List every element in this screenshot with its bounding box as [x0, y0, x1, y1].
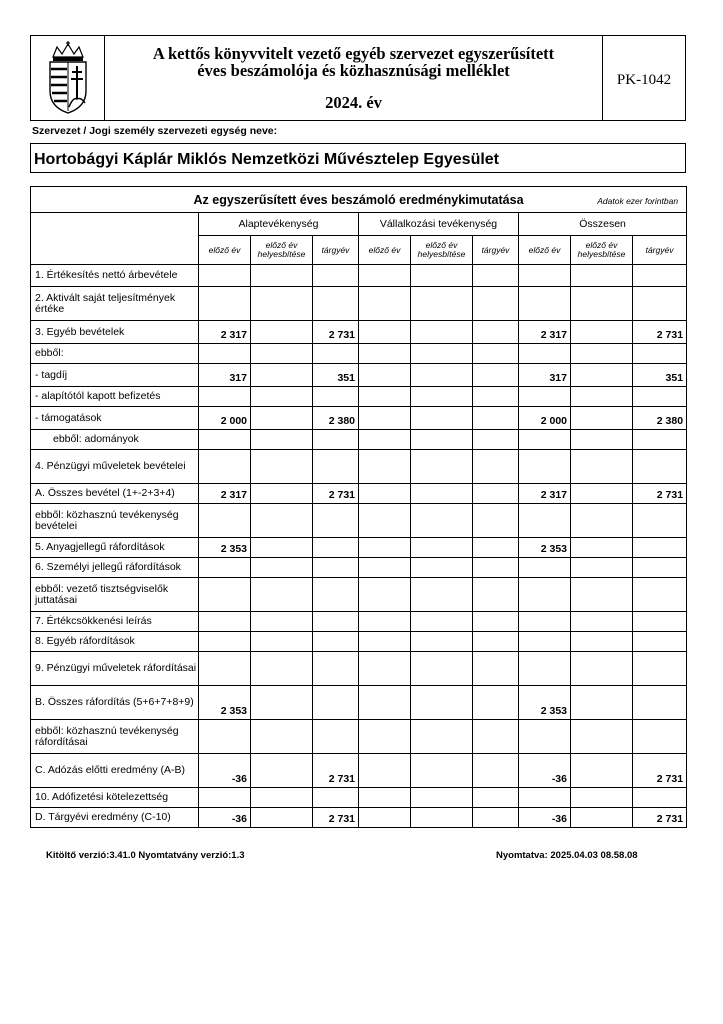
value-cell	[519, 344, 571, 364]
value-cell: 2 731	[633, 808, 687, 828]
value-cell	[411, 578, 473, 612]
row-label: - alapítótól kapott befizetés	[31, 387, 199, 407]
value-cell	[571, 612, 633, 632]
value-cell: 2 380	[313, 407, 359, 430]
value-cell	[411, 808, 473, 828]
value-cell	[633, 558, 687, 578]
value-cell	[411, 450, 473, 484]
row-label: ebből:	[31, 344, 199, 364]
value-cell: 2 380	[633, 407, 687, 430]
value-cell	[251, 387, 313, 407]
table-row	[31, 504, 687, 538]
sub-header: előző év	[359, 236, 411, 265]
table-row	[31, 686, 687, 720]
table-row	[31, 808, 687, 828]
value-cell	[519, 788, 571, 808]
value-cell	[633, 344, 687, 364]
group-header: Alaptevékenység	[199, 213, 359, 236]
value-cell	[519, 578, 571, 612]
value-cell	[571, 265, 633, 287]
sub-header: tárgyév	[473, 236, 519, 265]
value-cell	[251, 430, 313, 450]
value-cell	[571, 504, 633, 538]
value-cell	[313, 344, 359, 364]
value-cell	[359, 558, 411, 578]
value-cell	[473, 652, 519, 686]
value-cell	[313, 686, 359, 720]
row-label: D. Tárgyévi eredmény (C-10)	[31, 808, 199, 828]
value-cell	[359, 344, 411, 364]
value-cell	[411, 407, 473, 430]
value-cell	[473, 450, 519, 484]
value-cell	[633, 538, 687, 558]
value-cell	[313, 612, 359, 632]
value-cell	[313, 578, 359, 612]
value-cell	[359, 484, 411, 504]
table-row	[31, 612, 687, 632]
value-cell	[411, 265, 473, 287]
value-cell	[411, 430, 473, 450]
value-cell	[359, 407, 411, 430]
value-cell	[313, 287, 359, 321]
value-cell	[571, 632, 633, 652]
value-cell	[359, 321, 411, 344]
value-cell	[571, 287, 633, 321]
value-cell	[571, 652, 633, 686]
value-cell	[199, 387, 251, 407]
value-cell	[633, 612, 687, 632]
value-cell	[633, 387, 687, 407]
value-cell	[411, 612, 473, 632]
value-cell	[633, 430, 687, 450]
value-cell	[359, 387, 411, 407]
row-label: 5. Anyagjellegű ráfordítások	[31, 538, 199, 558]
row-label: 1. Értékesítés nettó árbevétele	[31, 265, 199, 287]
value-cell	[411, 484, 473, 504]
value-cell	[473, 484, 519, 504]
value-cell	[411, 364, 473, 387]
value-cell	[633, 720, 687, 754]
value-cell: 2 731	[313, 321, 359, 344]
value-cell	[571, 720, 633, 754]
row-label: 7. Értékcsökkenési leírás	[31, 612, 199, 632]
value-cell	[251, 407, 313, 430]
value-cell	[571, 558, 633, 578]
table-title-cell	[31, 187, 687, 213]
row-label: ebből: közhasznú tevékenység ráfordításai	[31, 720, 199, 754]
version-info: Kitöltő verzió:3.41.0 Nyomtatvány verzió:1.3	[46, 850, 245, 861]
table-row	[31, 538, 687, 558]
table-row	[31, 578, 687, 612]
value-cell	[411, 652, 473, 686]
value-cell	[519, 504, 571, 538]
value-cell	[199, 504, 251, 538]
value-cell	[359, 632, 411, 652]
sub-header: tárgyév	[633, 236, 687, 265]
value-cell	[313, 788, 359, 808]
value-cell	[411, 720, 473, 754]
form-header	[30, 35, 686, 121]
value-cell	[359, 686, 411, 720]
table-row	[31, 484, 687, 504]
value-cell	[313, 430, 359, 450]
value-cell: 2 317	[199, 484, 251, 504]
form-code: PK-1042	[616, 71, 672, 88]
value-cell	[473, 808, 519, 828]
value-cell	[519, 287, 571, 321]
table-row	[31, 558, 687, 578]
value-cell: 2 731	[313, 754, 359, 788]
value-cell	[473, 612, 519, 632]
value-cell	[571, 578, 633, 612]
value-cell	[359, 720, 411, 754]
value-cell	[411, 754, 473, 788]
value-cell	[473, 686, 519, 720]
value-cell	[359, 364, 411, 387]
value-cell	[571, 450, 633, 484]
row-label: B. Összes ráfordítás (5+6+7+8+9)	[31, 686, 199, 720]
value-cell	[411, 558, 473, 578]
group-header: Összesen	[519, 213, 687, 236]
row-label: ebből: adományok	[31, 430, 199, 450]
value-cell	[473, 387, 519, 407]
value-cell: -36	[519, 754, 571, 788]
value-cell	[571, 321, 633, 344]
value-cell	[359, 504, 411, 538]
value-cell	[571, 788, 633, 808]
value-cell	[633, 450, 687, 484]
value-cell: 2 731	[633, 484, 687, 504]
value-cell	[359, 287, 411, 321]
value-cell	[473, 265, 519, 287]
value-cell: -36	[199, 754, 251, 788]
value-cell	[313, 387, 359, 407]
value-cell	[313, 504, 359, 538]
value-cell: 2 353	[519, 686, 571, 720]
table-row	[31, 321, 687, 344]
value-cell	[571, 344, 633, 364]
table-title: Az egyszerűsített éves beszámoló eredménykimutatása	[193, 192, 524, 207]
table-row	[31, 632, 687, 652]
value-cell	[359, 612, 411, 632]
value-cell: 2 000	[519, 407, 571, 430]
value-cell	[199, 612, 251, 632]
title-line-1: A kettős könyvvitelt vezető egyéb szervezet egyszerűsített	[152, 44, 555, 63]
value-cell	[633, 652, 687, 686]
row-label: 10. Adófizetési kötelezettség	[31, 788, 199, 808]
row-label: ebből: vezető tisztségviselők juttatásai	[31, 578, 199, 612]
table-row	[31, 407, 687, 430]
table-row	[31, 450, 687, 484]
value-cell	[473, 407, 519, 430]
value-cell	[199, 558, 251, 578]
value-cell	[411, 387, 473, 407]
row-label: ebből: közhasznú tevékenység bevételei	[31, 504, 199, 538]
group-header: Vállalkozási tevékenység	[359, 213, 519, 236]
value-cell	[411, 321, 473, 344]
value-cell	[571, 686, 633, 720]
table-body	[31, 265, 687, 828]
table-row	[31, 387, 687, 407]
value-cell	[251, 321, 313, 344]
sub-header: tárgyév	[313, 236, 359, 265]
value-cell	[199, 430, 251, 450]
value-cell	[251, 652, 313, 686]
value-cell	[199, 720, 251, 754]
value-cell: 2 317	[519, 321, 571, 344]
income-statement-table	[30, 186, 687, 828]
table-row	[31, 720, 687, 754]
value-cell	[313, 450, 359, 484]
value-cell	[251, 754, 313, 788]
value-cell	[411, 686, 473, 720]
value-cell	[199, 578, 251, 612]
value-cell	[633, 287, 687, 321]
table-row	[31, 344, 687, 364]
value-cell	[199, 652, 251, 686]
value-cell: 2 731	[633, 321, 687, 344]
value-cell	[313, 632, 359, 652]
table-row	[31, 652, 687, 686]
row-label: - támogatások	[31, 407, 199, 430]
value-cell	[519, 265, 571, 287]
sub-header: előző év	[199, 236, 251, 265]
value-cell	[473, 558, 519, 578]
value-cell: 2 317	[199, 321, 251, 344]
row-label-header	[31, 213, 199, 265]
value-cell	[251, 788, 313, 808]
row-label: A. Összes bevétel (1+-2+3+4)	[31, 484, 199, 504]
unit-note: Adatok ezer forintban	[597, 196, 679, 206]
value-cell: 351	[633, 364, 687, 387]
coat-of-arms-icon	[43, 41, 93, 115]
value-cell	[251, 578, 313, 612]
value-cell	[633, 686, 687, 720]
value-cell	[571, 430, 633, 450]
sub-header: előző év helyesbítése	[571, 236, 633, 265]
value-cell	[633, 504, 687, 538]
row-label: 8. Egyéb ráfordítások	[31, 632, 199, 652]
value-cell	[251, 450, 313, 484]
value-cell	[473, 632, 519, 652]
value-cell	[473, 344, 519, 364]
value-cell	[359, 538, 411, 558]
row-label: 2. Aktivált saját teljesítmények értéke	[31, 287, 199, 321]
table-row	[31, 287, 687, 321]
value-cell	[519, 450, 571, 484]
value-cell: 351	[313, 364, 359, 387]
value-cell	[251, 287, 313, 321]
value-cell	[519, 612, 571, 632]
sub-header: előző év	[519, 236, 571, 265]
value-cell: 2 353	[199, 538, 251, 558]
value-cell	[251, 558, 313, 578]
value-cell	[251, 686, 313, 720]
value-cell	[251, 504, 313, 538]
value-cell: 2 731	[313, 484, 359, 504]
value-cell	[411, 504, 473, 538]
value-cell	[313, 265, 359, 287]
table-row	[31, 364, 687, 387]
value-cell	[473, 720, 519, 754]
value-cell	[519, 720, 571, 754]
value-cell	[519, 652, 571, 686]
value-cell	[359, 430, 411, 450]
value-cell	[359, 265, 411, 287]
value-cell	[199, 632, 251, 652]
value-cell	[473, 321, 519, 344]
coat-of-arms-cell	[31, 36, 105, 120]
value-cell: 2 353	[199, 686, 251, 720]
row-label: 4. Pénzügyi műveletek bevételei	[31, 450, 199, 484]
value-cell	[251, 632, 313, 652]
value-cell	[251, 612, 313, 632]
value-cell	[251, 344, 313, 364]
table-row	[31, 754, 687, 788]
value-cell	[633, 265, 687, 287]
title-line-2: éves beszámolója és közhasznúsági melléklet	[197, 61, 510, 80]
value-cell	[199, 265, 251, 287]
value-cell	[411, 344, 473, 364]
table-row	[31, 788, 687, 808]
value-cell	[411, 287, 473, 321]
value-cell	[251, 538, 313, 558]
value-cell	[199, 450, 251, 484]
value-cell	[411, 538, 473, 558]
value-cell	[359, 450, 411, 484]
value-cell	[571, 808, 633, 828]
organization-name: Hortobágyi Káplár Miklós Nemzetközi Művésztelep Egyesület	[30, 143, 686, 173]
row-label: C. Adózás előtti eredmény (A-B)	[31, 754, 199, 788]
value-cell	[519, 387, 571, 407]
value-cell: 317	[199, 364, 251, 387]
value-cell: -36	[199, 808, 251, 828]
value-cell	[473, 754, 519, 788]
value-cell: -36	[519, 808, 571, 828]
value-cell	[571, 387, 633, 407]
value-cell: 2 353	[519, 538, 571, 558]
report-year: 2024. év	[325, 93, 382, 112]
value-cell	[473, 788, 519, 808]
value-cell	[199, 344, 251, 364]
value-cell	[251, 484, 313, 504]
table-row	[31, 265, 687, 287]
value-cell	[313, 720, 359, 754]
value-cell	[313, 652, 359, 686]
value-cell	[359, 788, 411, 808]
value-cell	[473, 364, 519, 387]
value-cell	[633, 788, 687, 808]
value-cell	[473, 504, 519, 538]
value-cell	[411, 632, 473, 652]
value-cell	[571, 754, 633, 788]
value-cell	[473, 287, 519, 321]
value-cell	[411, 788, 473, 808]
value-cell	[251, 364, 313, 387]
value-cell	[571, 364, 633, 387]
organization-label: Szervezet / Jogi személy szervezeti egység neve:	[32, 125, 278, 137]
row-label: 6. Személyi jellegű ráfordítások	[31, 558, 199, 578]
value-cell	[359, 578, 411, 612]
row-label: 9. Pénzügyi műveletek ráfordításai	[31, 652, 199, 686]
value-cell: 2 317	[519, 484, 571, 504]
value-cell	[633, 578, 687, 612]
value-cell	[519, 632, 571, 652]
value-cell	[199, 287, 251, 321]
value-cell	[251, 265, 313, 287]
value-cell	[519, 558, 571, 578]
form-title	[105, 36, 603, 120]
sub-header: előző év helyesbítése	[251, 236, 313, 265]
value-cell: 2 000	[199, 407, 251, 430]
value-cell	[313, 558, 359, 578]
row-label: - tagdíj	[31, 364, 199, 387]
value-cell	[199, 788, 251, 808]
row-label: 3. Egyéb bevételek	[31, 321, 199, 344]
value-cell	[571, 484, 633, 504]
value-cell	[571, 538, 633, 558]
sub-header: előző év helyesbítése	[411, 236, 473, 265]
value-cell	[473, 430, 519, 450]
value-cell	[359, 808, 411, 828]
value-cell	[313, 538, 359, 558]
print-timestamp: Nyomtatva: 2025.04.03 08.58.08	[496, 850, 638, 861]
value-cell	[473, 578, 519, 612]
value-cell	[359, 754, 411, 788]
value-cell	[571, 407, 633, 430]
value-cell: 2 731	[313, 808, 359, 828]
value-cell: 2 731	[633, 754, 687, 788]
value-cell	[633, 632, 687, 652]
table-row	[31, 430, 687, 450]
value-cell	[519, 430, 571, 450]
value-cell	[473, 538, 519, 558]
value-cell	[251, 720, 313, 754]
value-cell	[251, 808, 313, 828]
value-cell	[359, 652, 411, 686]
value-cell: 317	[519, 364, 571, 387]
